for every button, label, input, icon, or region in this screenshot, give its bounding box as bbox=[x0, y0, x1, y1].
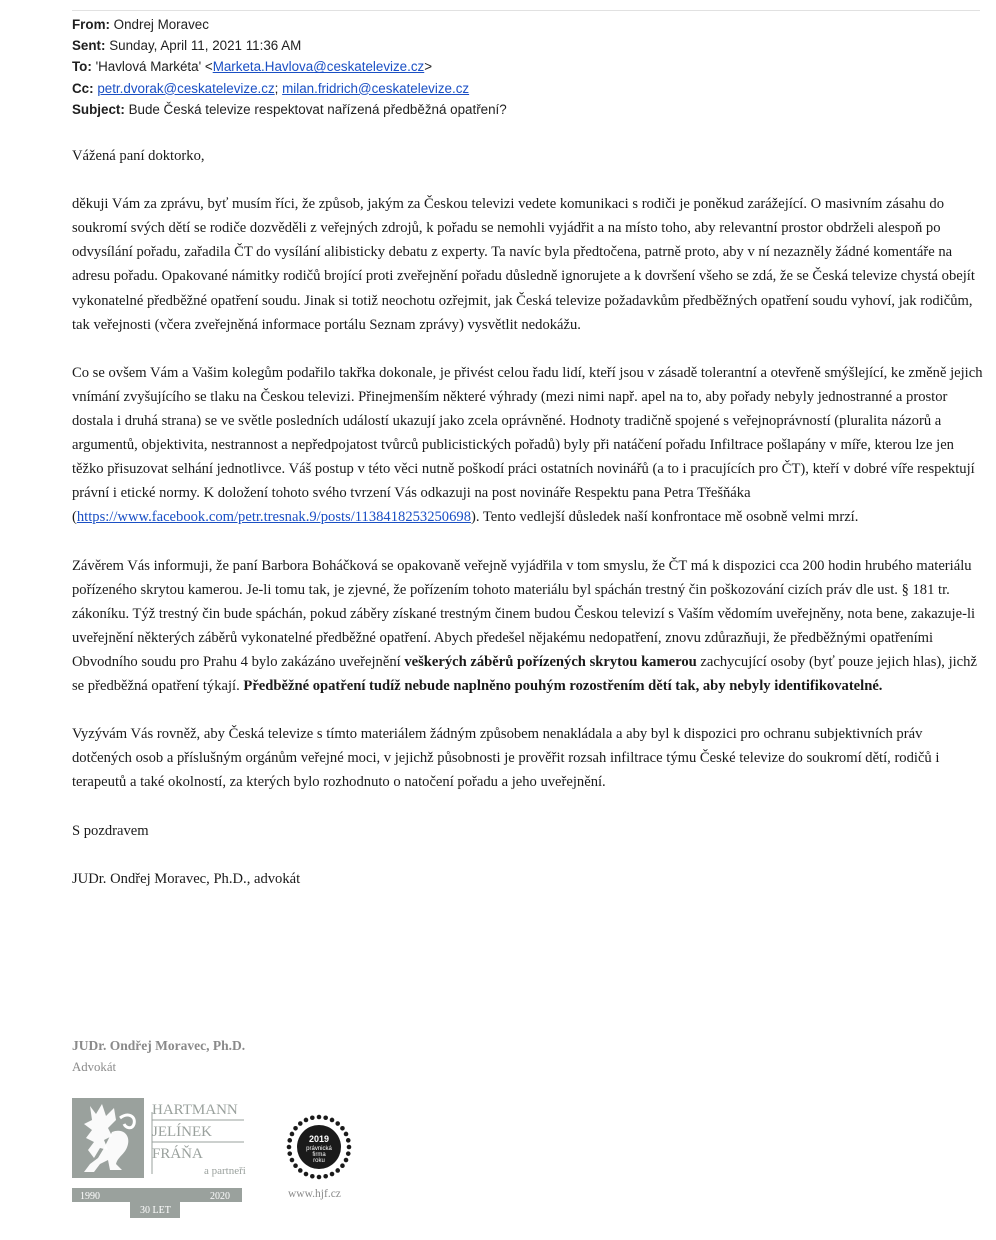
award-seal-dot bbox=[290, 1158, 295, 1163]
firm-line-1: HARTMANN bbox=[152, 1102, 238, 1118]
award-seal bbox=[284, 1112, 354, 1182]
award-seal-dot bbox=[317, 1115, 322, 1120]
award-seal-dot bbox=[293, 1126, 298, 1131]
header-divider bbox=[72, 10, 980, 11]
award-seal-dot bbox=[287, 1145, 292, 1150]
signature-block bbox=[72, 1036, 245, 1078]
firm-line-2: JELÍNEK bbox=[152, 1124, 212, 1140]
paragraph-3 bbox=[72, 554, 984, 699]
award-line-2: firma bbox=[312, 1152, 326, 1158]
cc-row bbox=[72, 78, 982, 99]
award-seal-dot bbox=[293, 1163, 298, 1168]
subject-value: Bude Česká televize respektovat nařízená předběžná opatření? bbox=[128, 101, 507, 117]
award-year: 2019 bbox=[308, 1134, 330, 1144]
paragraph-2-text-a: Co se ovšem Vám a Vašim kolegům podařilo takřka dokonale, je přivést celou řadu lidí, kteří jsou v zásadě tolerantní a otevřeně smýšlející, ke změně jejich vnímání zvyšujícího se tlaku na Českou televizi. Přinejmenším některé výhrady (mezi nimi např. apel na to, aby pořady nebyly jednostranné a prostor dostala i druhá strana) se ve světle posledních událostí ukazují jako zcela oprávněné. Hodnoty tradičně spojené s veřejnoprávností (pluralita názorů a argumentů, objektivita, nestrannost a nepředpojatost tvůrců publicistických pořadů) byly při natáčení pořadu Infiltrace pošlapány v míře, kterou lze jen těžko přisuzovat selhání jednotlivce. Váš postup v této věci nutně poškodí práci ostatních novinářů (a to i pracujících pro ČT), kteří v dobré víře respektují právní i etické normy. K doložení tohoto svého tvrzení Vás odkazuji na post novináře Respektu pana Petra Třešňáka ( bbox=[72, 364, 983, 526]
paragraph-3-text-a: Závěrem Vás informuji, že paní Barbora Boháčková se opakovaně veřejně vyjádřila v tom smyslu, že ČT má k dispozici cca 200 hodin hrubého materiálu pořízeného skrytou kamerou. Je-li tomu tak, je zjevné, že pořízením tohoto materiálu byl spáchán trestný čin poškozování cizích práv dle ust. § 181 tr. zákoníku. Týž trestný čin bude spáchán, pokud záběry získané trestným činem budou Českou televizí s Vaším vědomím uveřejněny, nota bene, zakazuje-li uveřejnění některých záběrů vykonatelné předběžné opatření. Abych předešel nějakému nedopatření, znovu zdůrazňuji, že předběžnými opatřeními Obvodního soudu pro Prahu 4 bylo zakázáno uveřejnění bbox=[72, 557, 976, 670]
award-line-1: právnická bbox=[306, 1146, 332, 1152]
award-seal-dot bbox=[287, 1138, 292, 1143]
subject-row bbox=[72, 99, 982, 120]
from-value: Ondrej Moravec bbox=[113, 17, 209, 32]
award-seal-dot bbox=[323, 1115, 328, 1120]
award-seal-dot bbox=[344, 1132, 349, 1137]
year-start: 1990 bbox=[80, 1191, 100, 1202]
award-seal-dot bbox=[310, 1174, 315, 1179]
signoff: JUDr. Ondřej Moravec, Ph.D., advokát bbox=[72, 870, 301, 887]
facebook-post-link[interactable]: https://www.facebook.com/petr.tresnak.9/posts/1138418253250698 bbox=[76, 509, 471, 526]
firm-logo bbox=[72, 1098, 247, 1220]
signature-name: JUDr. Ondřej Moravec, Ph.D. bbox=[72, 1038, 246, 1053]
anniversary-label: 30 LET bbox=[140, 1205, 171, 1216]
award-seal-dot bbox=[340, 1163, 345, 1168]
to-label: To: bbox=[72, 59, 92, 75]
award-seal-dot bbox=[346, 1151, 351, 1156]
from-row bbox=[72, 14, 982, 35]
to-row bbox=[72, 56, 982, 77]
award-seal-dot bbox=[287, 1151, 292, 1156]
award-seal-dot bbox=[317, 1175, 322, 1180]
cc-separator: ; bbox=[274, 80, 283, 96]
sent-row bbox=[72, 35, 982, 56]
email-header bbox=[72, 14, 982, 120]
subject-label: Subject: bbox=[72, 101, 125, 117]
closing: S pozdravem bbox=[72, 822, 149, 839]
paragraph-4: Vyzývám Vás rovněž, aby Česká televize s tímto materiálem žádným způsobem nenakládala a aby byl k dispozici pro ochranu subjektivních práv dotčených osob a příslušným orgánům veřejné moci, v jejichž působnosti je prověřit rozsah infiltrace týmu České televize do soukromí dětí, rodičů i terapeutů a také okolností, za kterých bylo rozhodnuto o natočení pořadu a jeho uveřejnění. bbox=[72, 726, 940, 791]
award-seal-dot bbox=[347, 1145, 352, 1150]
email-body bbox=[72, 144, 984, 915]
cc-email-link-2[interactable]: milan.fridrich@ceskatelevize.cz bbox=[282, 80, 470, 96]
award-seal-dot bbox=[298, 1168, 303, 1173]
from-label: From: bbox=[72, 17, 110, 32]
award-seal-dot bbox=[304, 1172, 309, 1177]
award-seal-dot bbox=[310, 1115, 315, 1120]
to-email-link[interactable]: Marketa.Havlova@ceskatelevize.cz bbox=[212, 59, 425, 75]
paragraph-2 bbox=[72, 361, 984, 530]
to-close: > bbox=[424, 59, 433, 75]
award-seal-dot bbox=[323, 1174, 328, 1179]
cc-email-link-1[interactable]: petr.dvorak@ceskatelevize.cz bbox=[97, 80, 275, 96]
award-seal-dot bbox=[335, 1121, 340, 1126]
paragraph-2-text-b: ). Tento vedlejší důsledek naší konfrontace mě osobně velmi mrzí. bbox=[471, 509, 859, 526]
award-line-3: roku bbox=[313, 1158, 325, 1164]
firm-line-4: a partneři bbox=[204, 1165, 246, 1177]
year-end: 2020 bbox=[210, 1191, 230, 1202]
sent-value: Sunday, April 11, 2021 11:36 AM bbox=[109, 38, 302, 54]
award-seal-dot bbox=[344, 1158, 349, 1163]
award-seal-dot bbox=[304, 1118, 309, 1123]
firm-line-3: FRÁŇA bbox=[152, 1146, 203, 1162]
award-seal-dot bbox=[335, 1168, 340, 1173]
award-seal-dot bbox=[340, 1126, 345, 1131]
website-link[interactable]: www.hjf.cz bbox=[288, 1188, 341, 1200]
award-seal-dot bbox=[290, 1132, 295, 1137]
signature-title: Advokát bbox=[72, 1060, 117, 1074]
award-seal-dot bbox=[346, 1138, 351, 1143]
paragraph-1: děkuji Vám za zprávu, byť musím říci, že způsob, jakým za Českou televizi vedete komunikaci s rodiči je poněkud zarážející. O masivním zásahu do soukromí svých dětí se rodiče dozvěděli z veřejných zdrojů, k pořadu se nemohli vyjádřit a na místo toho, aby relevantní prostor obdrželi alespoň po odvysílání pořadu, zařadila ČT do vysílání alibisticky debatu z experty. Ta navíc byla předtočena, patrně proto, aby v ní nezazněly žádné komentáře na adresu pořadu. Opakované námitky rodičů brojící proti zveřejnění pořadu důsledně ignorujete a k dovršení všeho se zdá, že se Česká televize chystá obejít vykonatelné předběžné opatření soudu. Jinak si totiž neochotu ozřejmit, jak Česká televize požadavkům předběžných opatření soudu vyhoví, jak rodičům, tak veřejnosti (včera zveřejněná informace portálu Seznam zprávy) vysvětlit nedokážu. bbox=[72, 196, 975, 333]
award-seal-dot bbox=[330, 1172, 335, 1177]
paragraph-3-bold-a: veškerých záběrů pořízených skrytou kamerou bbox=[404, 653, 697, 670]
to-name: 'Havlová Markéta' < bbox=[95, 59, 213, 75]
paragraph-3-bold-b: Předběžné opatření tudíž nebude naplněno pouhým rozostřením dětí tak, aby nebyly identifikovatelné. bbox=[243, 678, 883, 695]
award-seal-dot bbox=[298, 1121, 303, 1126]
greeting: Vážená paní doktorko, bbox=[72, 148, 205, 164]
cc-label: Cc: bbox=[72, 80, 94, 96]
sent-label: Sent: bbox=[72, 38, 106, 54]
award-seal-dot bbox=[330, 1118, 335, 1123]
paragraph-3-text-b: zachycující osoby (byť pouze jejich hlas), jichž se předběžná opatření týkají. bbox=[72, 653, 977, 695]
